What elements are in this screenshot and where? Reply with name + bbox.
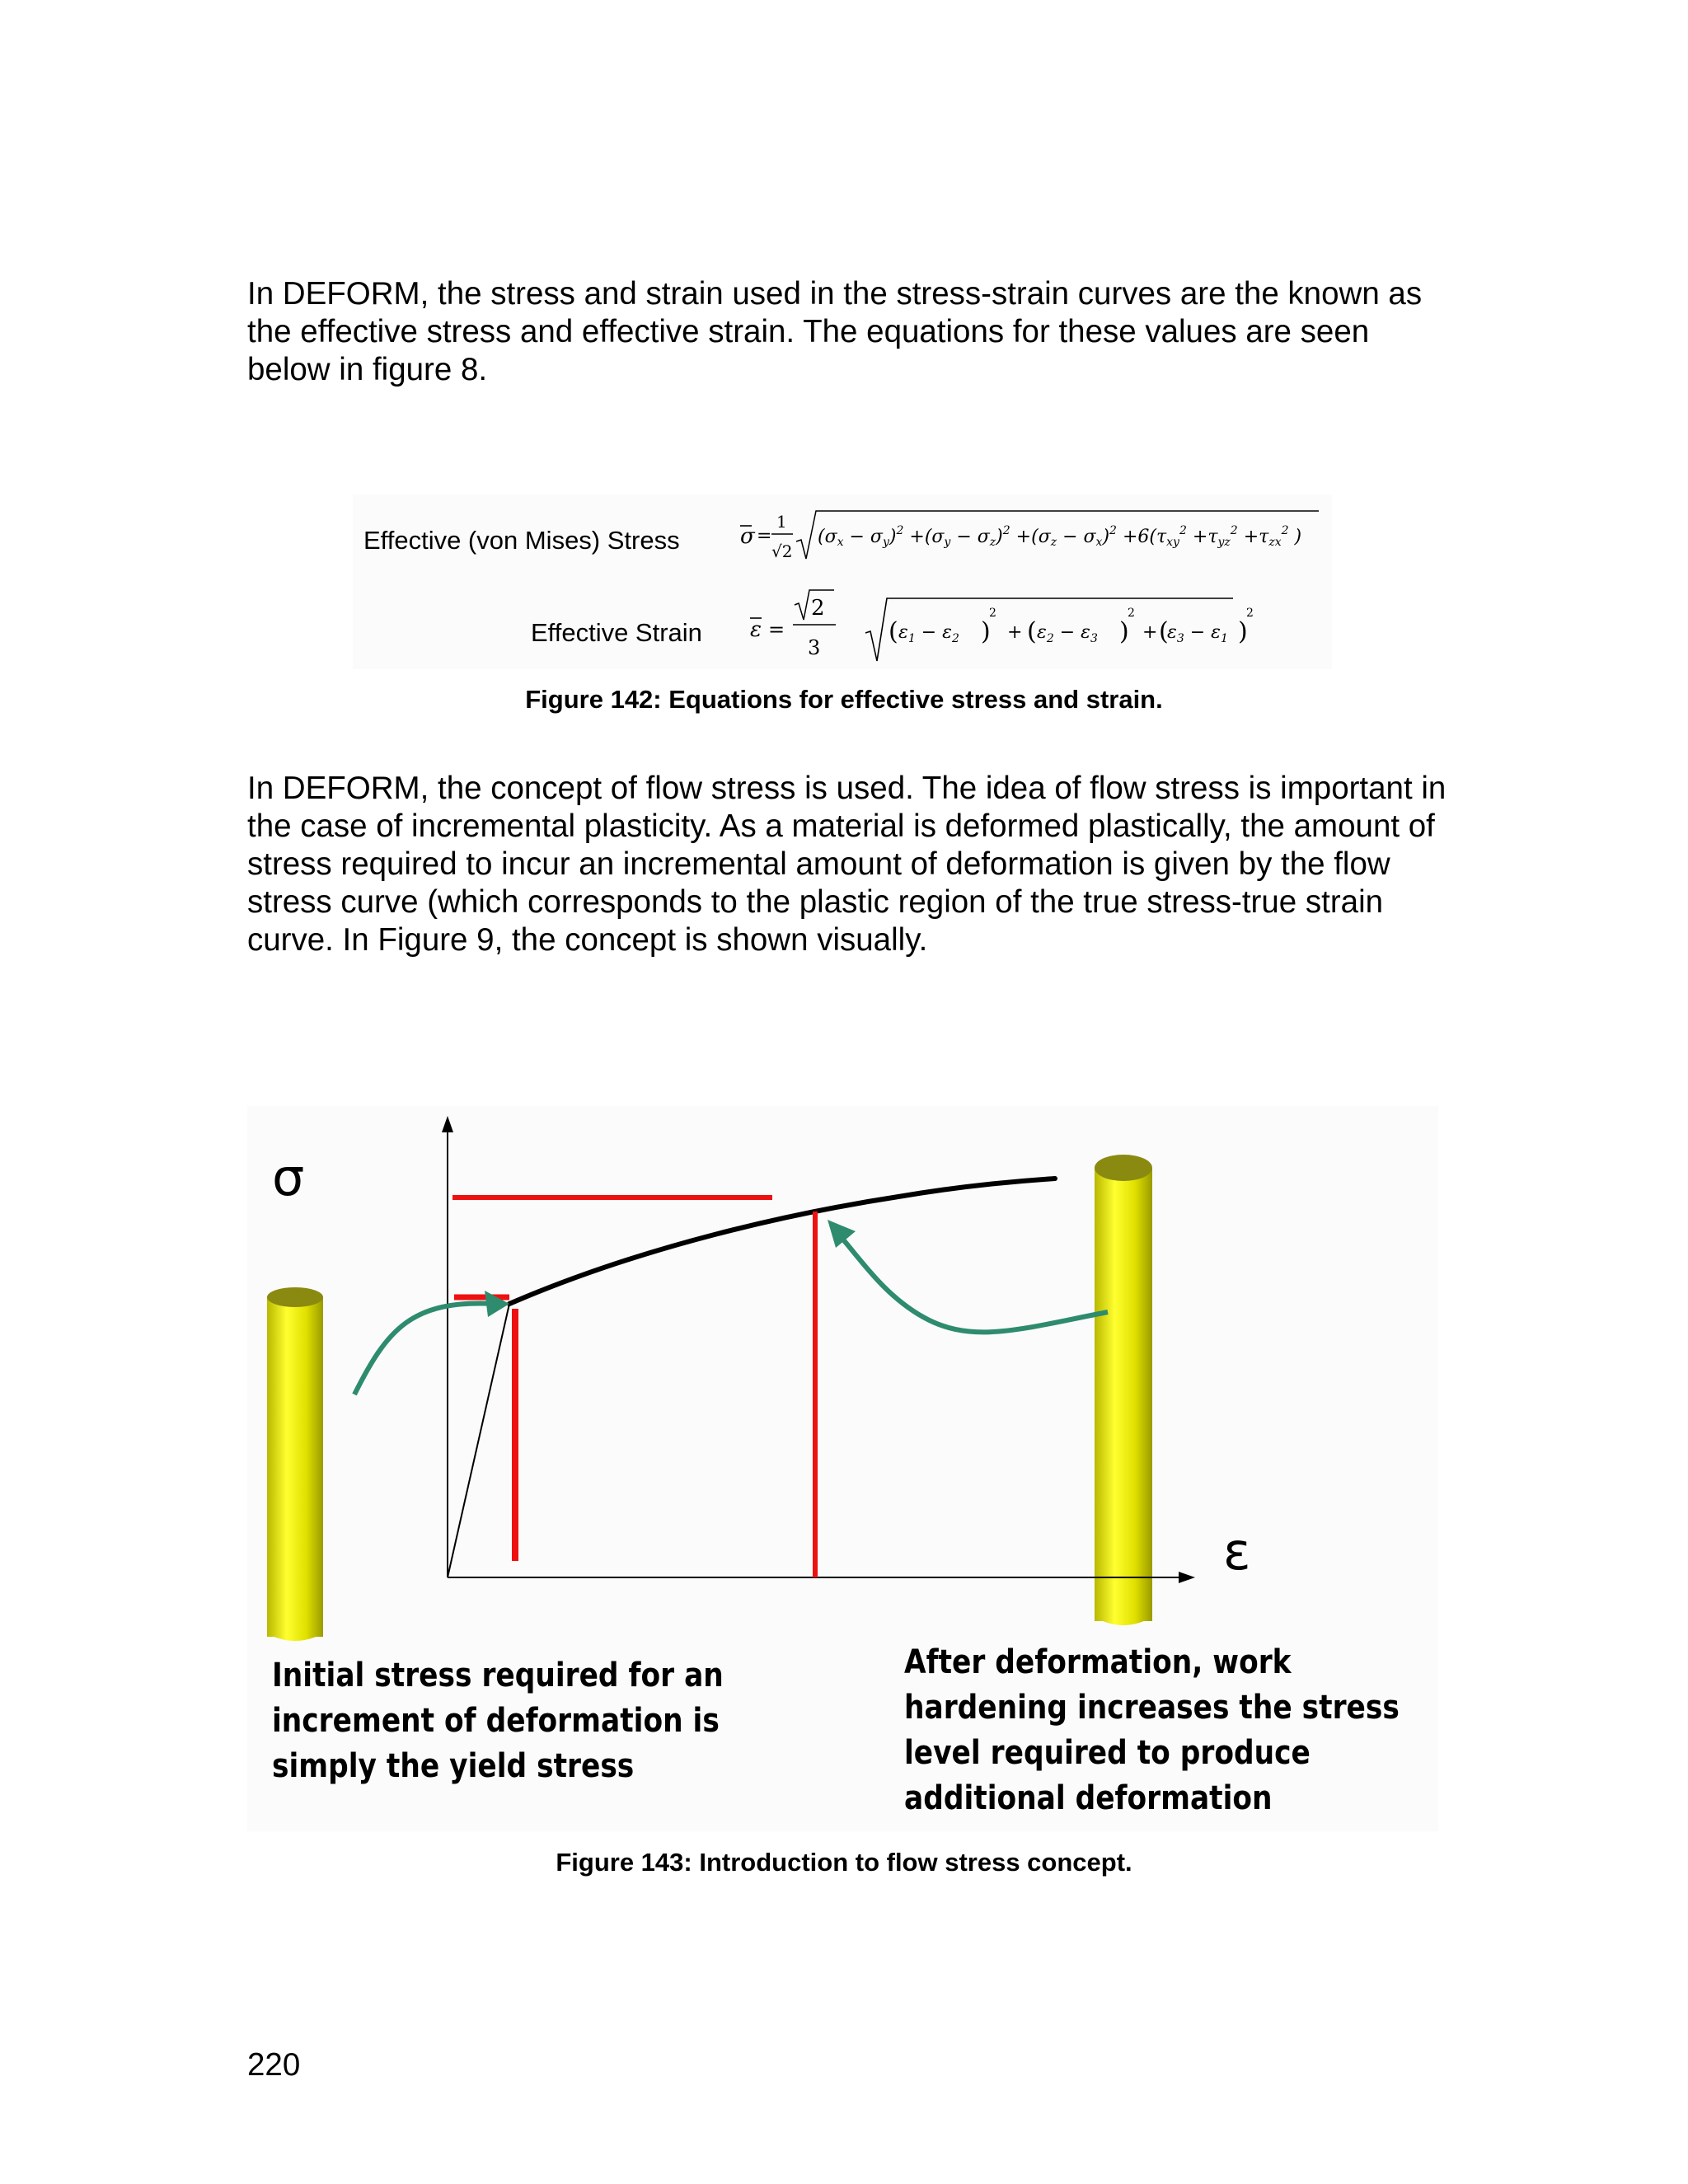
svg-text:2: 2 (1246, 607, 1254, 620)
svg-text:σ: σ (740, 524, 755, 549)
effective-stress-label: Effective (von Mises) Stress (363, 526, 680, 555)
stress-axis (442, 1116, 453, 1577)
svg-text:2: 2 (1128, 607, 1135, 620)
svg-text:): ) (1238, 617, 1248, 646)
strain-axis (448, 1572, 1195, 1583)
elastic-line (448, 1304, 509, 1577)
work-hardening-note: After deformation, work hardening increases the stress level required to produce additional deformation (904, 1643, 1400, 1817)
epsilon-axis-label: ε (1223, 1521, 1251, 1582)
figure-142-caption: Figure 142: Equations for effective stress and strain. (525, 685, 1163, 714)
page-number: 220 (247, 2047, 301, 2083)
effective-strain-equation (747, 587, 1258, 666)
figure-143-caption: Figure 143: Introduction to flow stress concept. (556, 1848, 1132, 1877)
body-paragraph-2: In DEFORM, the concept of flow stress is used. The idea of flow stress is important in the case of incremental plasticity. As a material is deformed plastically, the amount of stress required to incur an incremental amount of deformation is given by the flow stress curve (which corresponds to the plastic region of the true stress-true strain curve. In Figure 9, the concept is shown visually. (247, 771, 1447, 958)
deformed-specimen-icon (1095, 1155, 1152, 1625)
svg-text:ε1 − ε2: $\varepsilon_1 - \varepsilon_2$ (898, 622, 959, 645)
effective-stress-equation (738, 504, 1340, 570)
svg-text:(: ( (889, 617, 898, 646)
effective-strain-label: Effective Strain (531, 618, 702, 647)
svg-text:=: = (757, 526, 772, 546)
svg-text:3: 3 (808, 636, 821, 659)
body-paragraph-1: In DEFORM, the stress and strain used in the stress-strain curves are the known as the effective stress and effective strain. The equations for these values are seen below in figure 8. (247, 276, 1423, 387)
svg-text:(σx − σy)2 +(σy − σz)2 +(σz −: $(\sigma x - \sigma y)^2 +(\sigma y - \sigma z)^2 +(\sigma z - \sigma x)^2 +6(\tau xy^2 +\tau yz^2 +\tau zx^2$ ) (818, 524, 1302, 549)
svg-text:2: 2 (811, 596, 825, 621)
svg-text:+: + (1007, 622, 1023, 643)
svg-text:√2: √2 (771, 541, 793, 561)
svg-text:(: ( (1027, 617, 1037, 646)
svg-text:ε2 − ε3: $\varepsilon_2 - \varepsilon_3$ (1037, 622, 1098, 645)
svg-text:2: 2 (989, 607, 996, 620)
yield-arrow-icon (354, 1291, 509, 1394)
svg-text:ε: ε (750, 617, 762, 642)
svg-text:=: = (768, 618, 785, 641)
hardening-arrow-icon (828, 1220, 1108, 1332)
yield-stress-note: Initial stress required for an increment of deformation is simply the yield stress (272, 1657, 724, 1785)
flow-stress-diagram (247, 1106, 1438, 1650)
undeformed-specimen-icon (267, 1287, 323, 1641)
svg-text:): ) (1119, 617, 1129, 646)
svg-text:ε3 − ε1: $\varepsilon_3 - \varepsilon_1$ (1167, 622, 1228, 645)
svg-text:(: ( (1159, 617, 1169, 646)
svg-text:+: + (1142, 622, 1158, 643)
sigma-axis-label: σ (272, 1147, 305, 1207)
svg-text:1: 1 (776, 512, 787, 532)
svg-text:): ) (981, 617, 991, 646)
